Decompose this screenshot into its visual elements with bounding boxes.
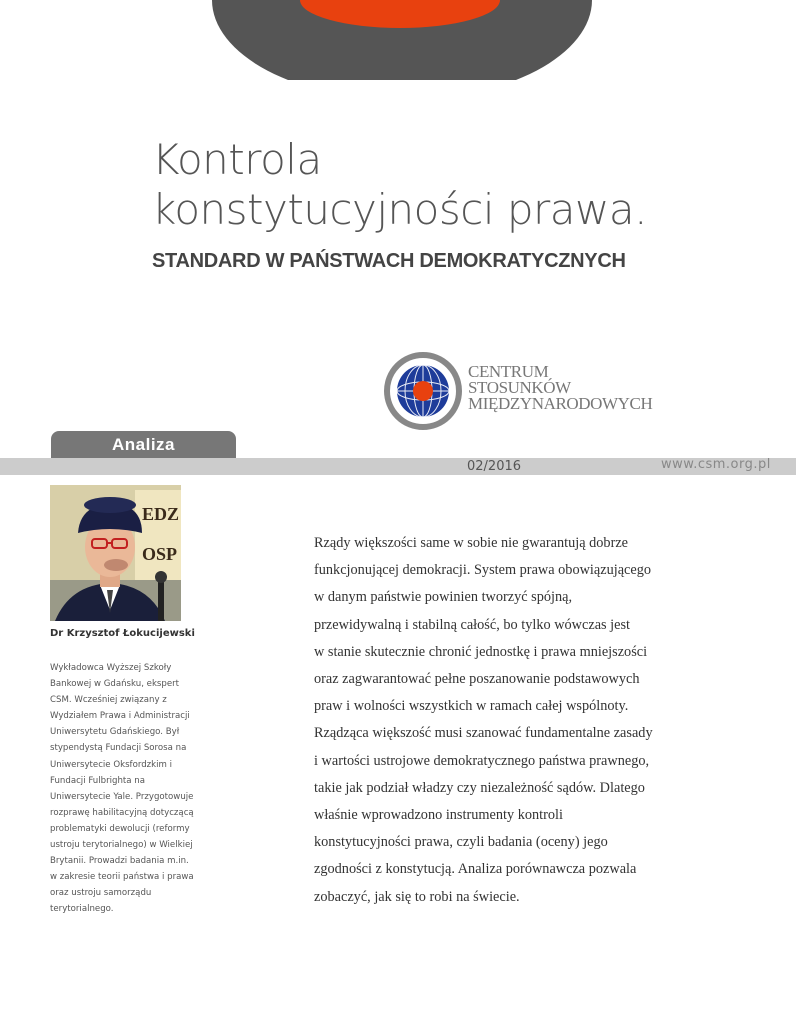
bio-line: Bankowej w Gdańsku, ekspert [50,679,180,690]
website-link[interactable]: www.csm.org.pl [661,457,771,472]
abstract-line: zobaczyć, jak się to robi na świecie. [314,888,520,905]
abstract-line: przewidywalną i stabilną całość, bo tylko wówczas jest [314,616,631,633]
bio-line: Fundacji Fulbrighta na [50,775,145,786]
author-photo [50,485,181,621]
bio-line: CSM. Wcześniej związany z [50,695,167,706]
bio-line: w zakresie teorii państwa i prawa [50,872,194,883]
abstract-line: Rządy większości same w sobie nie gwarantują dobrze [314,535,629,551]
abstract-line: funkcjonującej demokracji. System prawa obowiązującego [314,562,652,579]
logo-line-2: STOSUNKÓW [468,378,571,397]
bio-line: Uniwersytecie Oksfordzkim i [50,759,173,770]
abstract-line: i wartości ustrojowe demokratycznego państwa prawnego, [314,752,650,769]
page-title [152,135,752,235]
svg-text:EDZ: EDZ [142,504,180,524]
abstract-line: takie jak podział władzy czy niezależność sądów. Dlatego [314,779,645,796]
author-name: Dr Krzysztof Łokucijewski [50,628,195,639]
abstract-line: Rządząca większość musi szanować fundamentalne zasady [314,725,653,742]
issue-date: 02/2016 [467,459,522,474]
abstract-line: praw i wolności wszystkich w ramach całej wspólnoty. [314,698,629,715]
bio-line: terytorialnego. [50,904,114,915]
title-line-1: Kontrola [152,135,322,184]
bio-line: oraz ustroju samorządu [50,888,152,899]
svg-text:OSP: OSP [142,544,178,564]
bio-line: Wydziałem Prawa i Administracji [50,711,190,722]
bio-line: Wykładowca Wyższej Szkoły [50,663,172,673]
bio-line: Uniwersytetu Gdańskiego. Był [50,727,180,738]
abstract-line: oraz zagwarantować pełne poszanowanie podstawowych [314,671,640,688]
abstract-line: właśnie wprowadzono instrumenty kontroli [314,807,563,824]
abstract-line: w stanie skutecznie chronić jednostkę i prawa mniejszości [314,643,648,660]
logo-wordmark [468,364,652,412]
author-bio [50,660,210,918]
bio-line: rozprawę habilitacyjną dotyczącą [50,807,194,818]
abstract-line: zgodności z konstytucją. Analiza porównawcza pozwala [314,861,637,878]
category-tab: Analiza [51,431,236,458]
title-line-2: konstytucyjności prawa. [152,185,647,234]
bio-line: Uniwersytecie Yale. Przygotowuje [50,791,194,802]
globe-logo-icon [383,351,463,431]
bio-line: Brytanii. Prowadzi badania m.in. [50,856,189,867]
bio-line: problematyki dewolucji (reformy [50,823,190,834]
page-subtitle: STANDARD W PAŃSTWACH DEMOKRATYCZNYCH [152,250,626,272]
bio-line: ustroju terytorialnego) w Wielkiej [50,840,193,851]
bio-line: stypendystą Fundacji Sorosa na [50,743,187,754]
abstract-text [314,530,694,911]
logo-line-3: MIĘDZYNARODOWYCH [468,394,653,413]
abstract-line: konstytucyjności prawa, czyli badania (oceny) jego [314,834,608,851]
abstract-line: w danym państwie powinien tworzyć spójną, [314,589,573,606]
logo-line-1: CENTRUM [468,362,549,381]
decorative-arc [0,0,796,80]
